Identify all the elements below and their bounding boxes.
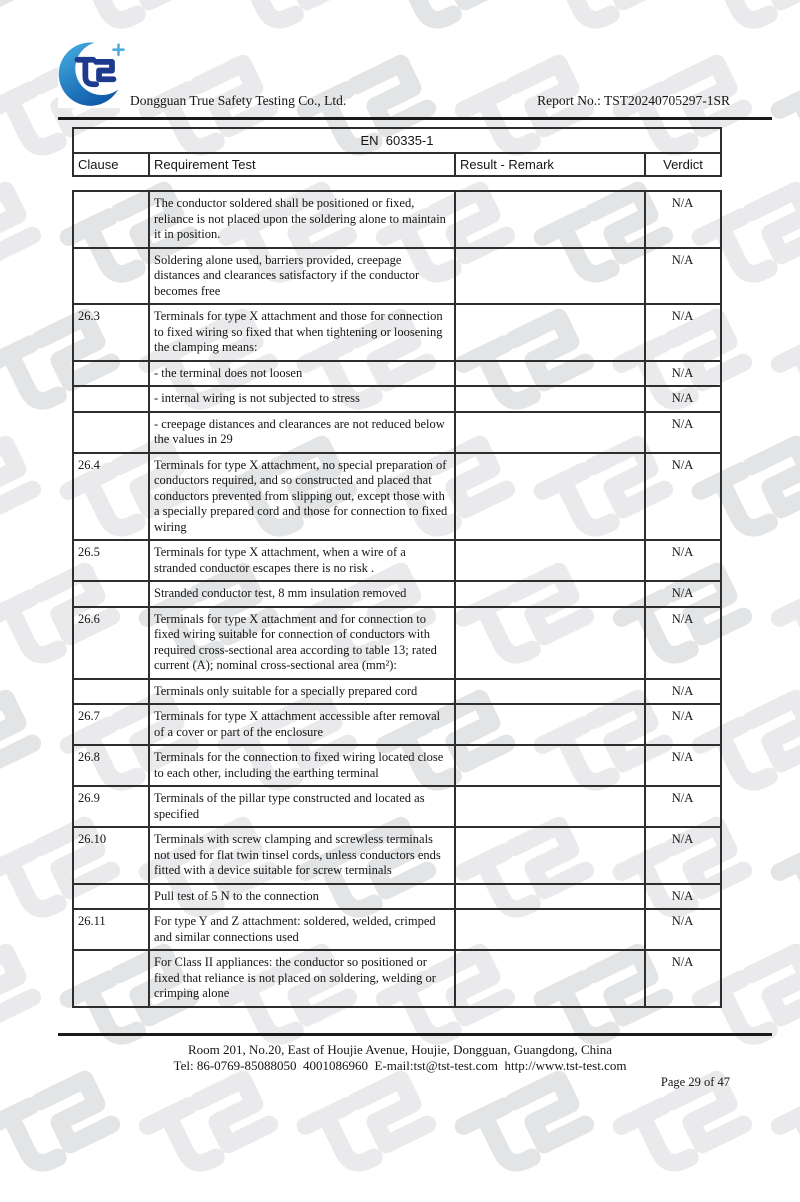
table-row [73, 786, 721, 827]
result-cell [455, 453, 645, 541]
table-row [73, 412, 721, 453]
result-cell [455, 304, 645, 361]
clause-cell [73, 950, 149, 1007]
table-row [73, 453, 721, 541]
table-row [73, 679, 721, 705]
clause-cell: 26.10 [73, 827, 149, 884]
verdict-cell: N/A [645, 412, 721, 453]
requirement-cell: Terminals for type X attachment, when a wire of a stranded conductor escapes there is no risk . [149, 540, 455, 581]
table-row [73, 191, 721, 248]
clause-cell [73, 361, 149, 387]
table-row [73, 581, 721, 607]
result-cell [455, 745, 645, 786]
clause-cell: 26.9 [73, 786, 149, 827]
requirement-cell: Terminals for the connection to fixed wiring located close to each other, including the earthing terminal [149, 745, 455, 786]
result-cell [455, 361, 645, 387]
verdict-cell: N/A [645, 304, 721, 361]
table-row [73, 827, 721, 884]
company-name: Dongguan True Safety Testing Co., Ltd. [130, 93, 347, 108]
requirement-cell: Terminals only suitable for a specially prepared cord [149, 679, 455, 705]
result-cell [455, 607, 645, 679]
verdict-cell: N/A [645, 745, 721, 786]
clause-cell: 26.11 [73, 909, 149, 950]
verdict-cell: N/A [645, 191, 721, 248]
requirement-cell: Soldering alone used, barriers provided, creepage distances and clearances satisfactory if the conductor becomes free [149, 248, 455, 305]
result-cell [455, 540, 645, 581]
clause-cell [73, 679, 149, 705]
report-number: Report No.: TST20240705297-1SR [537, 93, 730, 108]
result-cell [455, 827, 645, 884]
result-cell [455, 248, 645, 305]
column-header-result: Result - Remark [455, 153, 645, 176]
table-row [73, 386, 721, 412]
table-row [73, 884, 721, 910]
table-row [73, 745, 721, 786]
result-cell [455, 412, 645, 453]
verdict-cell: N/A [645, 361, 721, 387]
result-cell [455, 581, 645, 607]
requirement-cell: Pull test of 5 N to the connection [149, 884, 455, 910]
table-row [73, 704, 721, 745]
requirement-cell: Terminals with screw clamping and screwless terminals not used for flat twin tinsel cords, unless conductors ends fitted with a device suitable for screw terminals [149, 827, 455, 884]
page-number: Page 29 of 47 [660, 1075, 730, 1089]
verdict-cell: N/A [645, 581, 721, 607]
column-header-requirement: Requirement Test [149, 153, 455, 176]
requirement-cell: For type Y and Z attachment: soldered, welded, crimped and similar connections used [149, 909, 455, 950]
column-header-clause: Clause [73, 153, 149, 176]
footer-contact: Tel: 86-0769-85088050 4001086960 E-mail:tst@tst-test.com http://www.tst-test.com [173, 1058, 627, 1073]
clause-cell [73, 248, 149, 305]
requirement-cell: Terminals for type X attachment accessible after removal of a cover or part of the enclosure [149, 704, 455, 745]
requirement-cell: Terminals of the pillar type constructed and located as specified [149, 786, 455, 827]
verdict-cell: N/A [645, 827, 721, 884]
verdict-cell: N/A [645, 884, 721, 910]
verdict-cell: N/A [645, 607, 721, 679]
requirement-cell: The conductor soldered shall be positioned or fixed, reliance is not placed upon the soldering alone to maintain it in position. [149, 191, 455, 248]
verdict-cell: N/A [645, 786, 721, 827]
verdict-cell: N/A [645, 453, 721, 541]
footer-rule [58, 1033, 772, 1036]
clause-cell: 26.7 [73, 704, 149, 745]
result-cell [455, 884, 645, 910]
clause-cell [73, 412, 149, 453]
requirements-table [72, 190, 722, 1008]
table-row [73, 304, 721, 361]
verdict-cell: N/A [645, 909, 721, 950]
logo-star-icon [113, 45, 123, 55]
header-rule [58, 117, 772, 120]
column-header-verdict: Verdict [645, 153, 721, 176]
logo-letter-s [96, 62, 113, 79]
result-cell [455, 679, 645, 705]
table-row [73, 909, 721, 950]
verdict-cell: N/A [645, 950, 721, 1007]
clause-cell [73, 191, 149, 248]
requirement-cell: - the terminal does not loosen [149, 361, 455, 387]
clause-cell: 26.5 [73, 540, 149, 581]
verdict-cell: N/A [645, 540, 721, 581]
requirement-cell: - creepage distances and clearances are not reduced below the values in 29 [149, 412, 455, 453]
verdict-cell: N/A [645, 679, 721, 705]
result-cell [455, 909, 645, 950]
standard-title-row [73, 128, 721, 153]
clause-cell: 26.8 [73, 745, 149, 786]
requirement-cell: Terminals for type X attachment, no special preparation of conductors required, and so constructed and placed that conductors prevented from slipping out, except those with a specially prepared cord and those for connection to fixed wiring [149, 453, 455, 541]
footer-address: Room 201, No.20, East of Houjie Avenue, Houjie, Dongguan, Guangdong, China [187, 1042, 612, 1057]
standard-header-table [72, 127, 722, 177]
clause-cell [73, 386, 149, 412]
clause-cell: 26.6 [73, 607, 149, 679]
verdict-cell: N/A [645, 386, 721, 412]
column-header-row [73, 153, 721, 176]
tst-logo-icon [58, 36, 130, 108]
logo-crescent [59, 42, 122, 105]
result-cell [455, 786, 645, 827]
verdict-cell: N/A [645, 704, 721, 745]
result-cell [455, 704, 645, 745]
clause-cell [73, 581, 149, 607]
standard-title: EN 60335-1 [73, 128, 721, 153]
table-row [73, 361, 721, 387]
table-row [73, 248, 721, 305]
requirement-cell: Terminals for type X attachment and those for connection to fixed wiring so fixed that when tightening or loosening the clamping means: [149, 304, 455, 361]
requirement-cell: Terminals for type X attachment and for connection to fixed wiring suitable for connection of conductors with required cross-sectional area according to table 13; rated current (A); nominal cross-sectional area (mm²): [149, 607, 455, 679]
requirement-cell: - internal wiring is not subjected to stress [149, 386, 455, 412]
clause-cell [73, 884, 149, 910]
clause-cell: 26.3 [73, 304, 149, 361]
table-row [73, 540, 721, 581]
verdict-cell: N/A [645, 248, 721, 305]
table-row [73, 607, 721, 679]
requirement-cell: Stranded conductor test, 8 mm insulation removed [149, 581, 455, 607]
clause-cell: 26.4 [73, 453, 149, 541]
table-row [73, 950, 721, 1007]
requirement-cell: For Class II appliances: the conductor so positioned or fixed that reliance is not placed on soldering, welding or crimping alone [149, 950, 455, 1007]
result-cell [455, 386, 645, 412]
result-cell [455, 950, 645, 1007]
result-cell [455, 191, 645, 248]
